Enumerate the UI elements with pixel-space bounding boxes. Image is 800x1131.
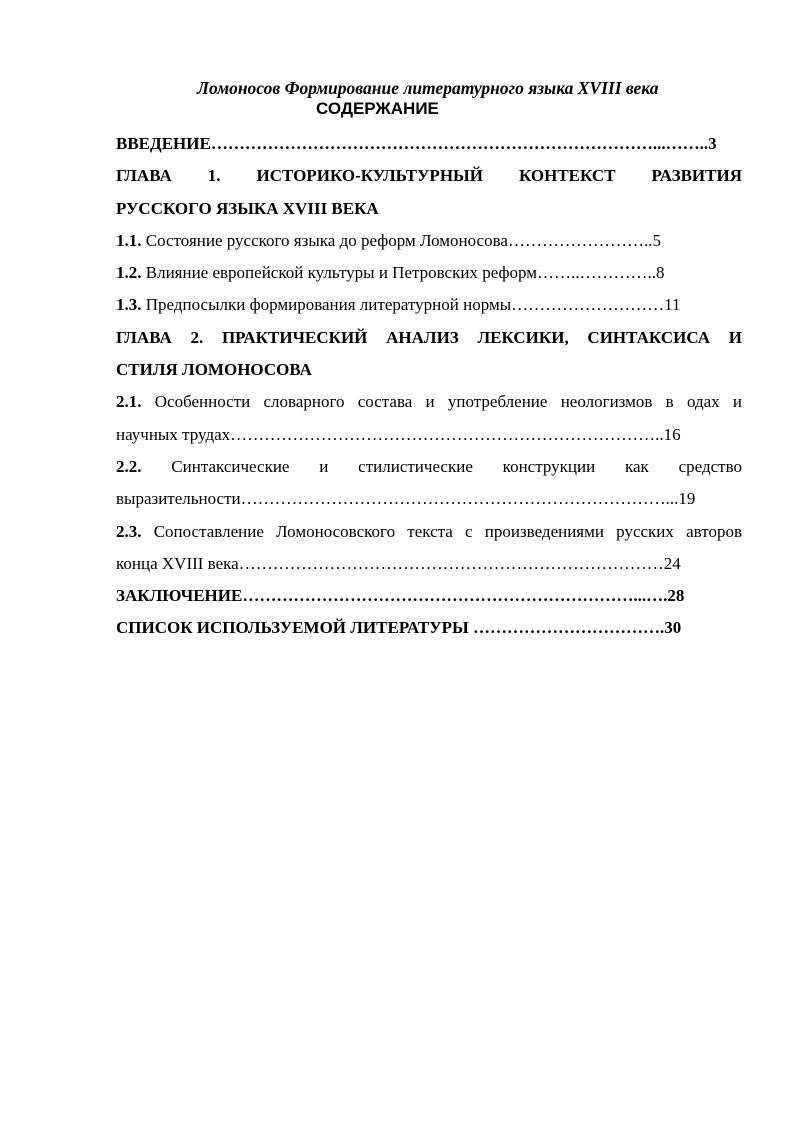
section-number: 1.1. xyxy=(116,230,142,250)
section-title: Особенности словарного состава и употребление неологизмов в одах и xyxy=(141,392,742,412)
toc-chapter-2-line-1: ГЛАВА 2. ПРАКТИЧЕСКИЙ АНАЛИЗ ЛЕКСИКИ, СИНТАКСИСА И xyxy=(116,327,742,347)
toc-entry-bibliography: СПИСОК ИСПОЛЬЗУЕМОЙ ЛИТЕРАТУРЫ …………………………….30 xyxy=(116,618,682,638)
toc-entry-1-2 xyxy=(116,257,742,289)
toc-entry-2-3-line-1 xyxy=(116,516,742,548)
toc-entry-2-1-line-1 xyxy=(116,386,742,418)
toc-entry-2-3-line-2: конца XVIII века…………………………………………………………………24 xyxy=(116,553,681,573)
document-title: Ломоносов Формирование литературного языка XVIII века xyxy=(197,78,659,98)
section-title: Сопоставление Ломоносовского текста с произведениями русских авторов xyxy=(141,521,742,541)
toc-entry-2-2-line-1 xyxy=(116,451,742,483)
toc-chapter-2-line-2: СТИЛЯ ЛОМОНОСОВА xyxy=(116,360,312,380)
section-number: 2.2. xyxy=(116,456,142,476)
toc-entry-conclusion: ЗАКЛЮЧЕНИЕ……………………………………………………………...….28 xyxy=(116,586,685,606)
toc-chapter-1-line-2: РУССКОГО ЯЗЫКА XVIII ВЕКА xyxy=(116,198,379,218)
toc-entry-1-3 xyxy=(116,289,742,321)
section-title: Синтаксические и стилистические конструкции как средство xyxy=(141,456,742,476)
toc-entry-1-1 xyxy=(116,225,742,257)
section-number: 1.3. xyxy=(116,295,142,315)
section-title: Состояние русского языка до реформ Ломоносова……………………..5 xyxy=(141,230,661,250)
toc-chapter-1-line-1: ГЛАВА 1. ИСТОРИКО-КУЛЬТУРНЫЙ КОНТЕКСТ РАЗВИТИЯ xyxy=(116,166,742,186)
section-number: 2.3. xyxy=(116,521,142,541)
toc-entry-2-2-line-2: выразительности…………………………………………………………………...19 xyxy=(116,489,696,509)
section-title: Влияние европейской культуры и Петровских реформ……..…………..8 xyxy=(141,263,665,283)
section-number: 2.1. xyxy=(116,392,142,412)
table-of-contents xyxy=(116,128,742,645)
toc-entry-intro: ВВЕДЕНИЕ……………………………………………………………………...……..3 xyxy=(116,134,717,153)
toc-entry-2-1-line-2: научных трудах…………………………………………………………………..16 xyxy=(116,424,681,444)
toc-heading: СОДЕРЖАНИЕ xyxy=(316,99,439,118)
section-title: Предпосылки формирования литературной нормы………………………11 xyxy=(141,295,681,315)
section-number: 1.2. xyxy=(116,263,142,283)
